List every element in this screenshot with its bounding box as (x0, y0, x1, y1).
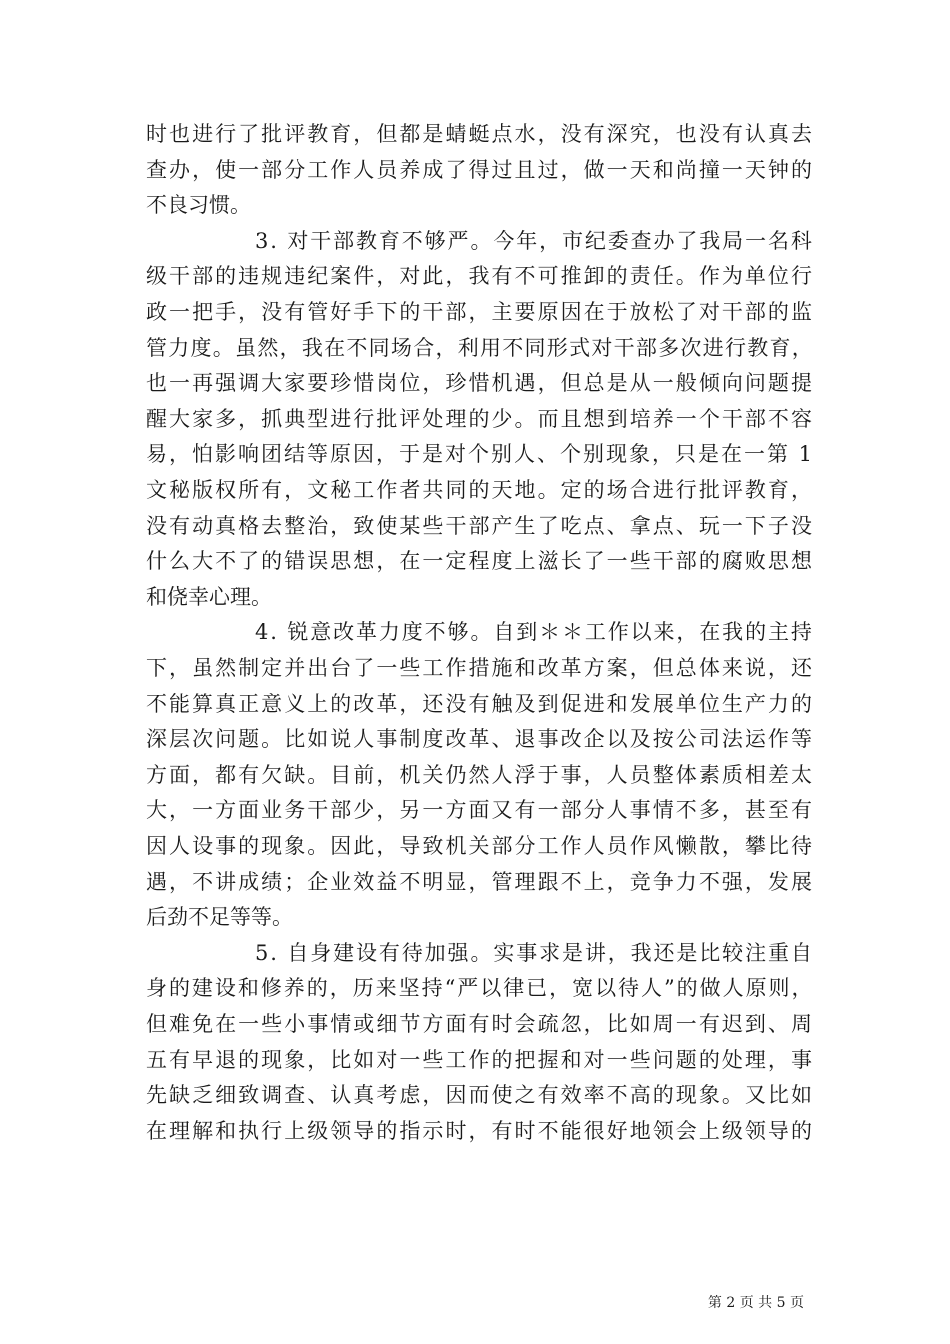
page-number: 第 2 页 共 5 页 (707, 1295, 804, 1311)
text-line: 大，一方面业务干部少，另一方面又有一部分人事情不多，甚至有 (146, 798, 814, 823)
text-line: 因人设事的现象。因此，导致机关部分工作人员作风懒散，攀比待 (146, 834, 814, 858)
text-line: 后劲不足等等。 (146, 905, 293, 930)
text-line: 身的建设和修养的，历来坚持“严以律已，宽以待人”的做人原则， (146, 976, 815, 1001)
text-line: 查办，使一部分工作人员养成了得过且过，做一天和尚撞一天钟的 (146, 157, 814, 182)
text-line: 管力度。虽然，我在不同场合，利用不同形式对干部多次进行教育， (146, 335, 815, 360)
text-line: 先缺乏细致调查、认真考虑，因而使之有效率不高的现象。又比如 (146, 1083, 814, 1108)
paragraph-heading-5: 5. 自身建设有待加强。实事求是讲，我还是比较注重自 (255, 940, 814, 965)
paragraph-heading-3: 3. 对干部教育不够严。今年，市纪委查办了我局一名科 (255, 228, 814, 253)
text-line: 下，虽然制定并出台了一些工作措施和改革方案，但总体来说，还 (146, 656, 814, 680)
text-line: 文秘版权所有，文秘工作者共同的天地。定的场合进行批评教育， (146, 478, 814, 502)
text-line: 深层次问题。比如说人事制度改革、退事改企以及按公司法运作等 (146, 727, 814, 752)
text-line: 易，怕影响团结等原因，于是对个别人、个别现象，只是在一第 1 (146, 442, 815, 467)
text-line: 但难免在一些小事情或细节方面有时会疏忽，比如周一有迟到、周 (146, 1012, 814, 1036)
text-line: 遇，不讲成绩；企业效益不明显，管理跟不上，竞争力不强，发展 (146, 869, 814, 894)
text-line: 五有早退的现象，比如对一些工作的把握和对一些问题的处理，事 (146, 1047, 814, 1072)
text-line: 什么大不了的错误思想，在一定程度上滋长了一些干部的腐败思想 (146, 549, 814, 574)
text-line: 也一再强调大家要珍惜岗位，珍惜机遇，但总是从一般倾向问题提 (146, 371, 814, 396)
text-line: 级干部的违规违纪案件，对此，我有不可推卸的责任。作为单位行 (146, 264, 814, 289)
text-line: 方面，都有欠缺。目前，机关仍然人浮于事，人员整体素质相差太 (146, 762, 814, 787)
text-line: 没有动真格去整治，致使某些干部产生了吃点、拿点、玩一下子没 (146, 513, 814, 538)
text-line: 不良习惯。 (146, 193, 251, 218)
text-line: 不能算真正意义上的改革，还没有触及到促进和发展单位生产力的 (146, 691, 814, 716)
text-line: 政一把手，没有管好手下的干部，主要原因在于放松了对干部的监 (146, 300, 814, 324)
text-line: 和侥幸心理。 (146, 584, 272, 609)
text-line: 时也进行了批评教育，但都是蜻蜓点水，没有深究，也没有认真去 (146, 122, 814, 146)
text-line: 在理解和执行上级领导的指示时，有时不能很好地领会上级领导的 (146, 1118, 814, 1143)
paragraph-heading-4: 4. 锐意改革力度不够。自到＊＊工作以来，在我的主持 (255, 620, 814, 645)
text-line: 醒大家多，抓典型进行批评处理的少。而且想到培养一个干部不容 (146, 406, 814, 431)
